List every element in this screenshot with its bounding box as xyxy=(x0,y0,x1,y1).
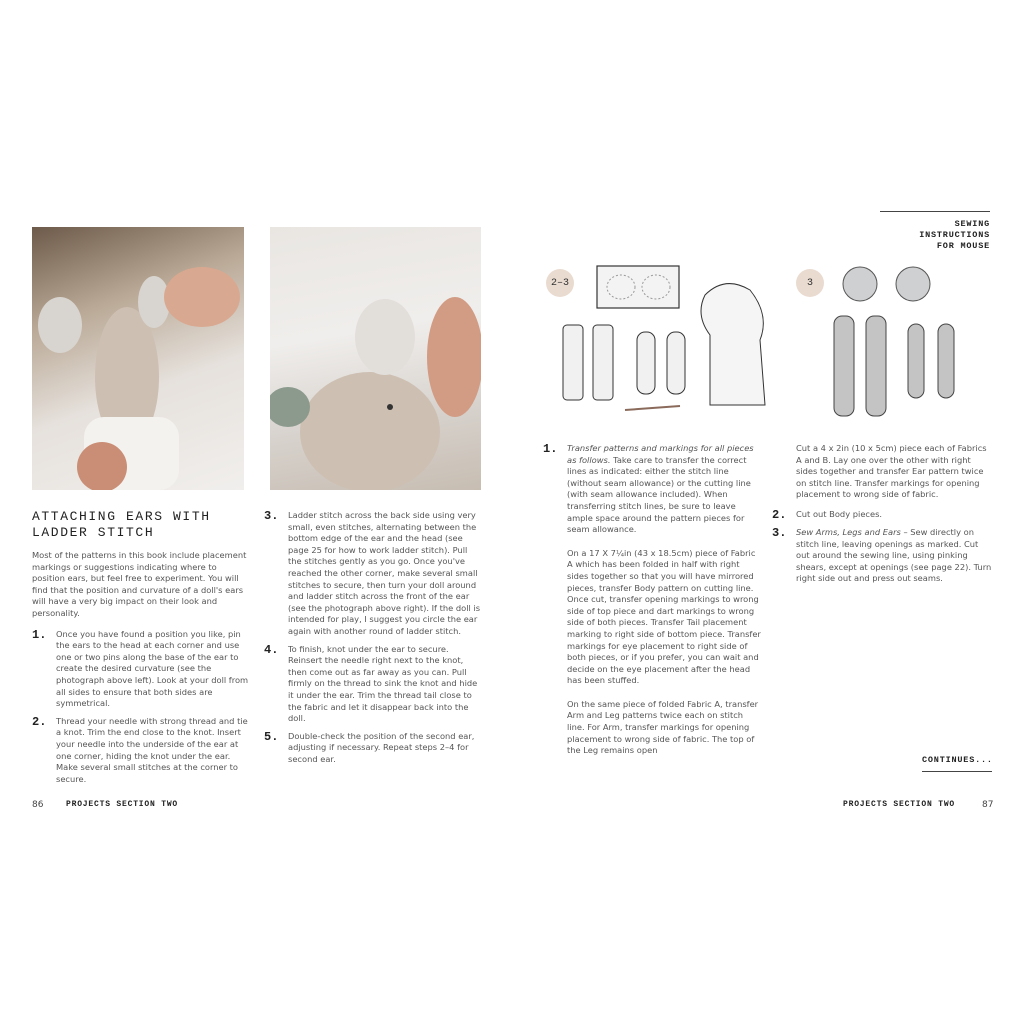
step-number: 4. xyxy=(264,642,279,657)
step-number: 1. xyxy=(543,442,558,456)
left-column-2 xyxy=(264,510,482,771)
step-number: 3. xyxy=(264,509,279,523)
ear-paragraph: Cut a 4 x 2in (10 x 5cm) piece each of Fabrics A and B. Lay one over the other with right sides together and transfer Ear pattern twice on stitch line. Transfer markings for opening placement to wrong side of fabric. xyxy=(796,443,987,500)
step-item xyxy=(772,527,992,585)
step-text xyxy=(567,443,761,766)
step-number: 1. xyxy=(32,627,47,642)
left-column-1 xyxy=(32,550,250,791)
step-text: Thread your needle with strong thread and tie a knot. Trim the end close to the knot. Insert your needle into the underside of the ear at one corner, hiding the knot under the ear. Make several small stitches at the corner to secure. xyxy=(56,715,248,784)
step-text xyxy=(796,527,992,585)
step-body: Take care to transfer the correct lines as indicated: either the stitch line (without seam allowance) or the cutting line (with seam allowance included). When transferring stitch lines, be sure to leave ample space around the pattern pieces for seam allowance. xyxy=(567,454,751,535)
header-line-1: SEWING INSTRUCTIONS xyxy=(919,219,990,240)
step-text: Double-check the position of the second ear, adjusting if necessary. Repeat steps 2–4 for second ear. xyxy=(288,730,475,764)
pattern-pieces-illustration xyxy=(555,260,775,420)
step-item xyxy=(264,510,482,638)
step-badge-2-3: 2–3 xyxy=(546,269,574,297)
step-item xyxy=(772,509,992,521)
step-item xyxy=(264,644,482,725)
footer-left: PROJECTS SECTION TWO xyxy=(66,800,179,809)
step-text: Cut out Body pieces. xyxy=(796,508,883,519)
step-title: Sew Arms, Legs and Ears xyxy=(796,526,901,537)
mouse-doll-illustration xyxy=(32,227,244,490)
step-item xyxy=(32,716,250,786)
step-number: 5. xyxy=(264,729,279,744)
step-item xyxy=(32,629,250,710)
step-number: 3. xyxy=(772,525,787,540)
step-text: Once you have found a position you like, pin the ears to the head at each corner and use one or two pins along the base of the ear to create the desired curvature (see the photograph above left). Look at your doll from all sides to ensure that both sides are symmetrical. xyxy=(56,628,249,709)
mouse-doll-closeup-illustration xyxy=(270,227,481,490)
continues-label: CONTINUES... xyxy=(922,755,992,772)
page-number-left: 86 xyxy=(32,800,44,810)
arm-leg-paragraph: On the same piece of folded Fabric A, transfer Arm and Leg patterns twice each on stitch line. For Arm, transfer markings for opening placement to wrong side of fabric. The top of the Leg remains open xyxy=(567,698,759,756)
step-number: 2. xyxy=(772,507,787,522)
sewn-pieces-illustration xyxy=(830,262,980,422)
step-badge-3: 3 xyxy=(796,269,824,297)
section-heading: ATTACHING EARS WITH LADDER STITCH xyxy=(32,509,211,540)
running-header xyxy=(880,211,990,252)
step-text: Ladder stitch across the back side using very small, even stitches, alternating between the bottom edge of the ear and the head (see page 25 for how to work ladder stitch). Pull the stitches gently as you go. Once you've reached the other corner, make several small stitches to secure, then turn your doll around and ladder stitch across the front of the ear (see the photograph above right). If the doll is intended for play, I suggest you circle the ear again with another round of ladder stitch. xyxy=(288,510,481,636)
photo-pinning-ears xyxy=(32,227,244,490)
step-item xyxy=(264,731,482,766)
fabric-paragraph: On a 17 X 7¼in (43 x 18.5cm) piece of Fabric A which has been folded in half with right sides together so that you will have mirrored pieces, transfer Body pattern on cutting line. Once cut, transfer opening markings to wrong side of top piece and dart markings to wrong side of both pieces. Transfer Tail placement marking to right side of bottom piece. Transfer markings for eye placement to right side of both pieces, or if you prefer, you can wait and decide on the eye placement after the head has been stuffed. xyxy=(567,547,761,686)
intro-paragraph: Most of the patterns in this book include placement markings or suggestions indicating where to position ears, but feel free to experiment. You will find that the position and curvature of a doll's ears will have a very big impact on their look and personality. xyxy=(32,550,247,618)
step-title: Transfer patterns and markings for all pieces as follows. xyxy=(567,443,754,465)
photo-ladder-stitch xyxy=(270,227,481,490)
step-body: – Sew directly on stitch line, leaving openings as marked. Cut out around the sewing line, using pinking shears, except at openings (see page 22). Turn right side out and press out seams. xyxy=(796,526,992,584)
footer-right: PROJECTS SECTION TWO xyxy=(843,800,956,809)
right-column-1 xyxy=(543,443,761,772)
right-column-2 xyxy=(772,443,992,591)
header-line-2: FOR MOUSE xyxy=(936,241,990,251)
step-text: To finish, knot under the ear to secure. Reinsert the needle right next to the knot, then come out as far away as you can. Pull firmly on the thread to sink the knot and hide it under the ear. Trim the thread tail close to the fabric and let it disappear back into the doll. xyxy=(288,643,478,724)
step-item xyxy=(543,443,761,766)
page-number-right: 87 xyxy=(982,800,994,810)
step-number: 2. xyxy=(32,714,47,729)
